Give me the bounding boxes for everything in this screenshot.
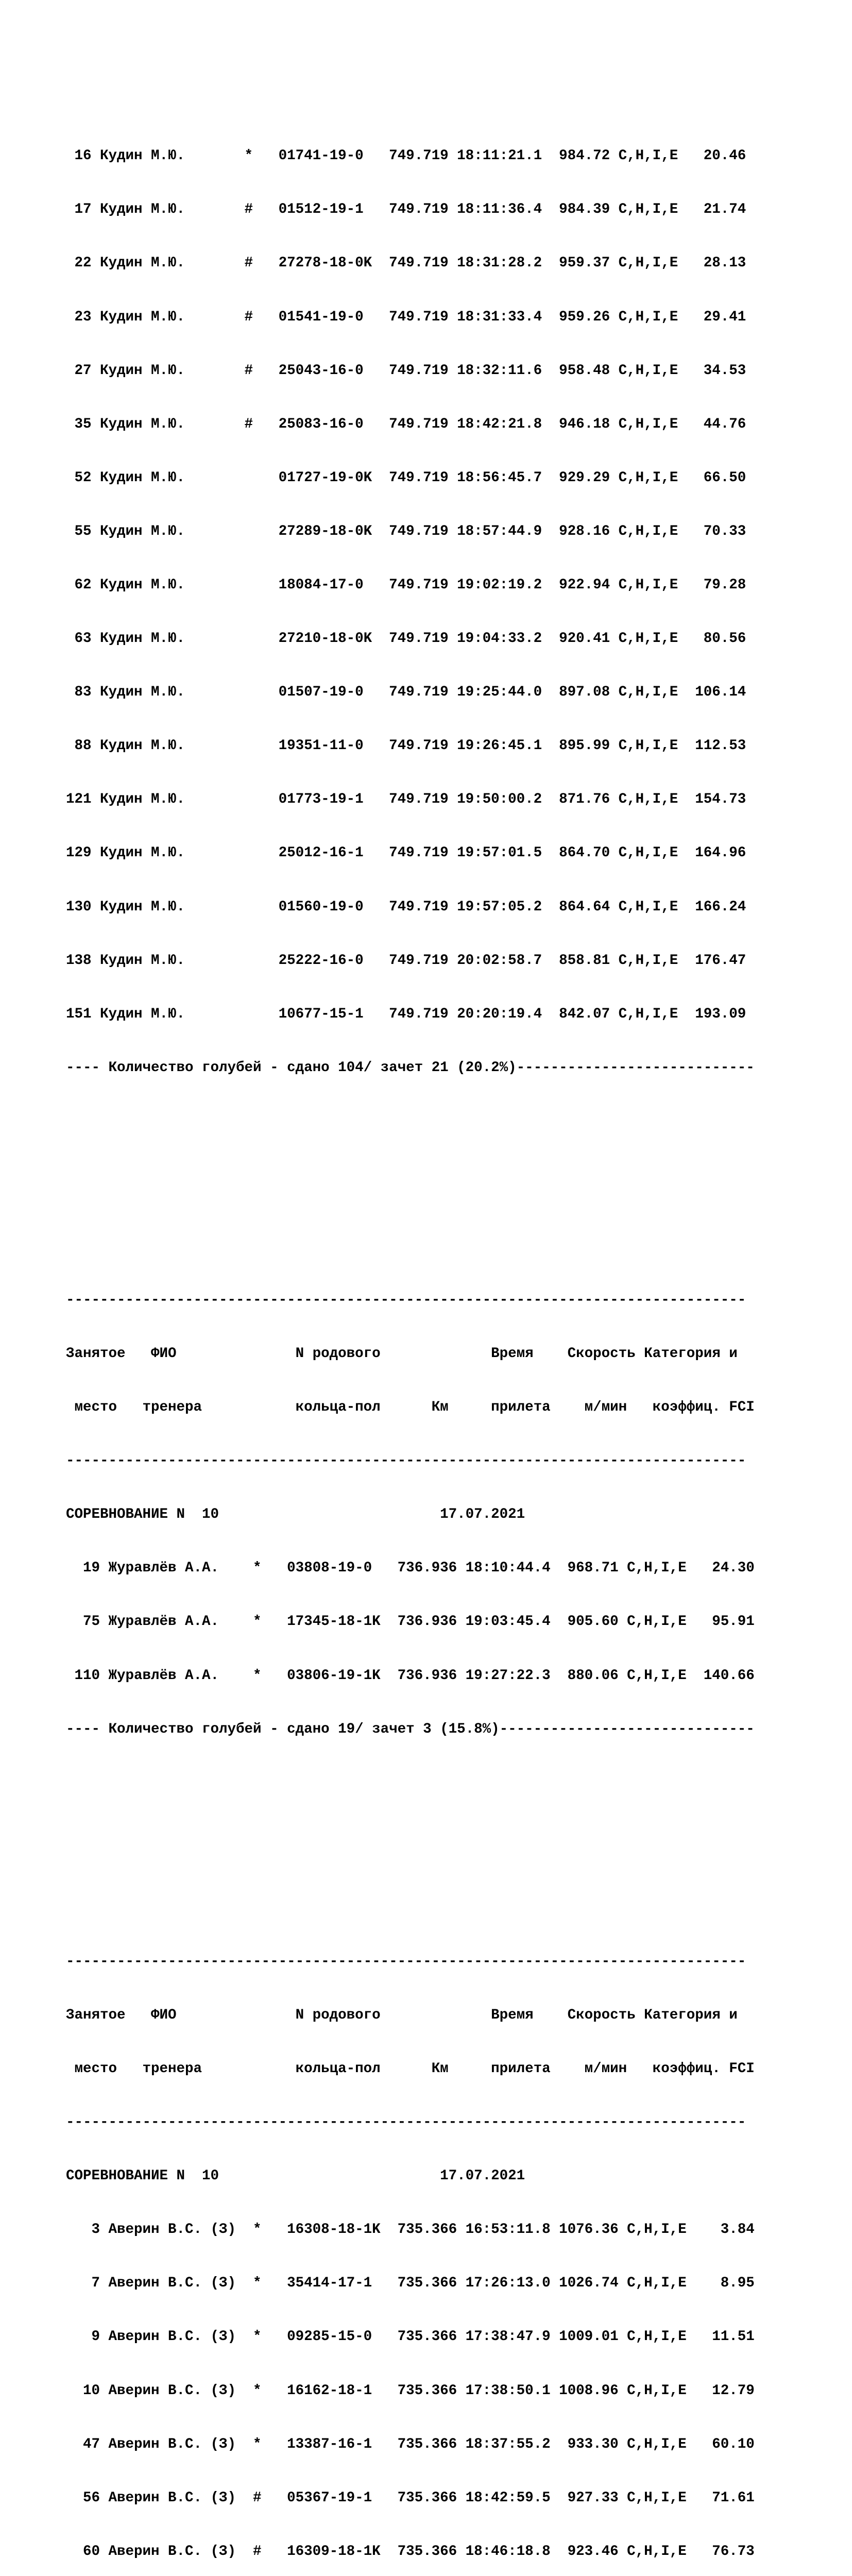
section-kudin xyxy=(66,112,755,1113)
spacer xyxy=(66,1828,755,1846)
result-row: 17 Кудин М.Ю. # 01512-19-1 749.719 18:11:36.4 984.39 C,H,I,E 21.74 xyxy=(66,201,746,218)
result-row: 22 Кудин М.Ю. # 27278-18-0K 749.719 18:31:28.2 959.37 C,H,I,E 28.13 xyxy=(66,255,746,272)
result-row: 9 Аверин В.С. (З) * 09285-15-0 735.366 17:38:47.9 1009.01 C,H,I,E 11.51 xyxy=(66,2329,755,2345)
header-rule: -------------------------------------------------------------------------------- xyxy=(66,1292,746,1308)
competition-title: СОРЕВНОВАНИЕ N 10 17.07.2021 xyxy=(66,1506,525,1523)
result-row: 110 Журавлёв А.А. * 03806-19-1K 736.936 19:27:22.3 880.06 C,H,I,E 140.66 xyxy=(66,1667,755,1684)
result-row: 121 Кудин М.Ю. 01773-19-1 749.719 19:50:00.2 871.76 C,H,I,E 154.73 xyxy=(66,791,746,808)
result-row: 151 Кудин М.Ю. 10677-15-1 749.719 20:20:19.4 842.07 C,H,I,E 193.09 xyxy=(66,1006,746,1022)
header-rule: -------------------------------------------------------------------------------- xyxy=(66,1453,746,1469)
result-row: 7 Аверин В.С. (З) * 35414-17-1 735.366 17:26:13.0 1026.74 C,H,I,E 8.95 xyxy=(66,2275,755,2292)
section-summary: ---- Количество голубей - сдано 104/ зачет 21 (20.2%)---------------------------- xyxy=(66,1059,755,1076)
section-averin xyxy=(66,1917,755,2576)
result-row: 47 Аверин В.С. (З) * 13387-16-1 735.366 18:37:55.2 933.30 C,H,I,E 60.10 xyxy=(66,2436,755,2452)
result-row: 3 Аверин В.С. (З) * 16308-18-1K 735.366 16:53:11.8 1076.36 C,H,I,E 3.84 xyxy=(66,2222,755,2238)
result-row: 52 Кудин М.Ю. 01727-19-0K 749.719 18:56:45.7 929.29 C,H,I,E 66.50 xyxy=(66,469,746,486)
result-row: 138 Кудин М.Ю. 25222-16-0 749.719 20:02:58.7 858.81 C,H,I,E 176.47 xyxy=(66,952,746,969)
header-labels-2: место тренера кольца-пол Км прилета м/мин коэффиц. FCI xyxy=(66,1399,755,1416)
result-row: 60 Аверин В.С. (З) # 16309-18-1K 735.366 18:46:18.8 923.46 C,H,I,E 76.73 xyxy=(66,2543,755,2560)
header-labels-2: место тренера кольца-пол Км прилета м/мин коэффиц. FCI xyxy=(66,2060,755,2077)
header-rule: -------------------------------------------------------------------------------- xyxy=(66,1953,746,1970)
header-labels-1: Занятое ФИО N родового Время Скорость Категория и xyxy=(66,2007,738,2023)
result-row: 83 Кудин М.Ю. 01507-19-0 749.719 19:25:44.0 897.08 C,H,I,E 106.14 xyxy=(66,684,746,701)
results-document xyxy=(66,40,755,2576)
header-rule: -------------------------------------------------------------------------------- xyxy=(66,2114,746,2131)
spacer xyxy=(66,1166,755,1184)
result-row: 129 Кудин М.Ю. 25012-16-1 749.719 19:57:01.5 864.70 C,H,I,E 164.96 xyxy=(66,845,746,861)
result-row: 19 Журавлёв А.А. * 03808-19-0 736.936 18:10:44.4 968.71 C,H,I,E 24.30 xyxy=(66,1560,755,1577)
result-row: 63 Кудин М.Ю. 27210-18-0K 749.719 19:04:33.2 920.41 C,H,I,E 80.56 xyxy=(66,631,746,647)
result-row: 27 Кудин М.Ю. # 25043-16-0 749.719 18:32:11.6 958.48 C,H,I,E 34.53 xyxy=(66,362,746,379)
result-row: 75 Журавлёв А.А. * 17345-18-1K 736.936 19:03:45.4 905.60 C,H,I,E 95.91 xyxy=(66,1614,755,1630)
result-row: 16 Кудин М.Ю. * 01741-19-0 749.719 18:11:21.1 984.72 C,H,I,E 20.46 xyxy=(66,148,746,164)
result-row: 55 Кудин М.Ю. 27289-18-0K 749.719 18:57:44.9 928.16 C,H,I,E 70.33 xyxy=(66,523,746,539)
result-row: 35 Кудин М.Ю. # 25083-16-0 749.719 18:42:21.8 946.18 C,H,I,E 44.76 xyxy=(66,416,746,432)
competition-title: СОРЕВНОВАНИЕ N 10 17.07.2021 xyxy=(66,2168,525,2184)
result-row: 23 Кудин М.Ю. # 01541-19-0 749.719 18:31:33.4 959.26 C,H,I,E 29.41 xyxy=(66,309,746,325)
result-row: 56 Аверин В.С. (З) # 05367-19-1 735.366 18:42:59.5 927.33 C,H,I,E 71.61 xyxy=(66,2489,755,2506)
result-row: 88 Кудин М.Ю. 19351-11-0 749.719 19:26:45.1 895.99 C,H,I,E 112.53 xyxy=(66,738,746,754)
result-row: 130 Кудин М.Ю. 01560-19-0 749.719 19:57:05.2 864.64 C,H,I,E 166.24 xyxy=(66,899,746,915)
section-summary: ---- Количество голубей - сдано 19/ зачет 3 (15.8%)------------------------------ xyxy=(66,1721,755,1737)
result-row: 62 Кудин М.Ю. 18084-17-0 749.719 19:02:19.2 922.94 C,H,I,E 79.28 xyxy=(66,577,746,593)
result-row: 10 Аверин В.С. (З) * 16162-18-1 735.366 17:38:50.1 1008.96 C,H,I,E 12.79 xyxy=(66,2382,755,2399)
header-labels-1: Занятое ФИО N родового Время Скорость Категория и xyxy=(66,1346,738,1362)
section-zhuravlev xyxy=(66,1256,755,1774)
